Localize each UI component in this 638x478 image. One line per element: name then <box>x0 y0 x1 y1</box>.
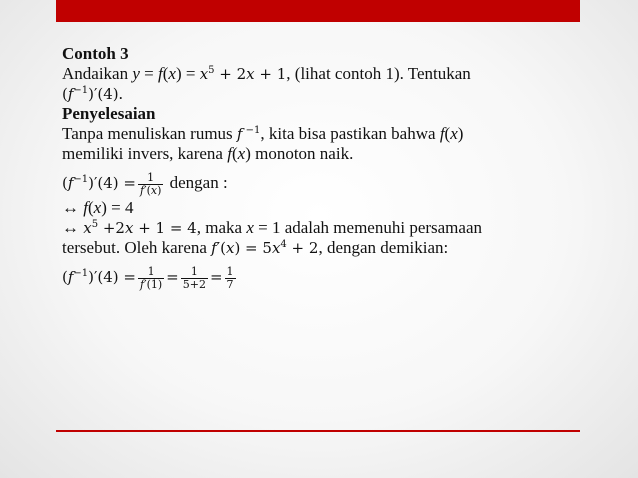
example-heading: Contoh 3 <box>62 44 129 63</box>
inverse-derivative-expression: (𝑓$^{-1}$)′(4) <box>62 85 119 103</box>
top-accent-bar <box>56 0 580 22</box>
inverse-symbol: 𝑓 $^{-1}$ <box>236 125 261 143</box>
solution-line-1: Tanpa menuliskan rumus 𝑓 $^{-1}$, kita bisa pastikan bahwa f(x) <box>62 124 464 143</box>
solution-line-2: memiliki invers, karena f(x) monoton naik. <box>62 144 354 163</box>
fraction: $\frac{1}{\text{𝑓′(𝑥)}}$ <box>140 170 162 197</box>
derivative-line: tersebut. Oleh karena 𝑓′(𝑥) = 5𝑥$^4$ + 2, dengan demikian: <box>62 238 449 257</box>
problem-line-2: (𝑓$^{-1}$)′(4). <box>62 84 123 103</box>
double-arrow-icon: ↔ <box>62 218 84 237</box>
step-equation-1: ↔ f(x) = 4 <box>62 198 134 217</box>
solution-heading: Penyelesaian <box>62 104 156 123</box>
problem-line-1: Andaikan y = f(x) = 𝑥$^5$ + 2𝑥 + 1, (lihat contoh 1). Tentukan <box>62 64 471 83</box>
slide-content <box>62 44 574 292</box>
fraction: $\frac{1}{\text{𝑓′(1)}}$ <box>140 264 163 291</box>
final-result: (𝑓$^{-1}$)′(4) = $\frac{1}{\text{𝑓′(1)}}$ = $\frac{1}{5+2}$ = $\frac{1}{7}$ <box>62 264 234 291</box>
bottom-accent-line <box>56 430 580 432</box>
fraction: $\frac{1}{7}$ <box>226 264 234 291</box>
step-equation-2: ↔ 𝑥$^5$ +2𝑥 + 1 = 4, maka x = 1 adalah memenuhi persamaan <box>62 218 482 237</box>
fraction: $\frac{1}{5+2}$ <box>182 264 206 291</box>
inverse-derivative-formula: (𝑓$^{-1}$)′(4) = $\frac{1}{\text{𝑓′(𝑥)}}$ dengan : <box>62 170 228 197</box>
function-formula: 𝑥$^5$ + 2𝑥 + 1 <box>199 65 287 83</box>
double-arrow-icon: ↔ <box>62 198 84 217</box>
